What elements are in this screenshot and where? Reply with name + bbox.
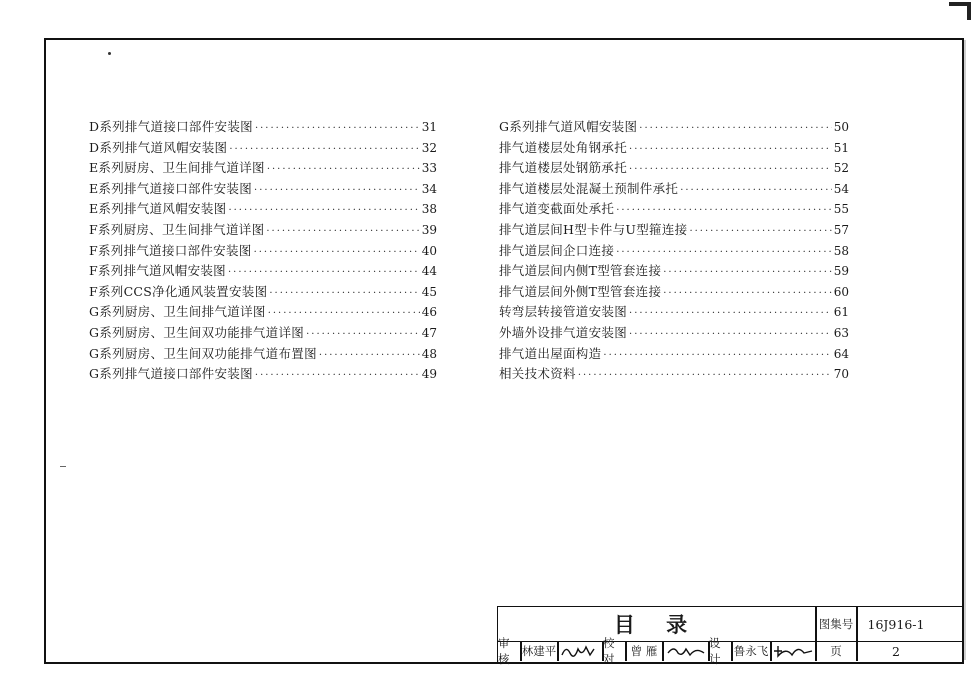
reviewer-signature [560, 643, 596, 659]
toc-entry-page: 61 [833, 305, 849, 320]
toc-entry-title: 相关技术资料 [499, 366, 576, 382]
toc-entry-page: 45 [421, 284, 437, 299]
toc-entry [499, 241, 849, 262]
dot-leader [663, 284, 831, 304]
dot-leader [306, 325, 420, 345]
dot-leader [629, 325, 832, 345]
toc-entry [89, 199, 437, 220]
toc-entry-title: G系列厨房、卫生间排气道详图 [89, 304, 266, 320]
designer-name: 鲁永飞 [733, 644, 769, 658]
atlas-number-label: 图集号 [818, 617, 854, 631]
toc-entry-page: 33 [421, 161, 437, 176]
toc-entry-page: 64 [833, 346, 849, 361]
dot-leader [578, 366, 832, 386]
design-label: 设计 [709, 636, 721, 666]
dot-leader [266, 222, 419, 242]
toc-entry-title: 排气道层间内侧T型管套连接 [499, 263, 662, 279]
toc-entry-page: 48 [421, 346, 437, 361]
toc-entry [499, 220, 849, 241]
toc-entry-page: 40 [421, 243, 437, 258]
page-number: 2 [892, 643, 900, 659]
toc-entry-title: 排气道出屋面构造 [499, 345, 602, 361]
toc-entry [89, 241, 437, 262]
speck-mark [108, 52, 111, 55]
toc-entry [89, 261, 437, 282]
dot-leader [639, 119, 831, 139]
dot-leader [663, 263, 831, 283]
toc-entry-title: G系列厨房、卫生间双功能排气道详图 [89, 324, 305, 340]
toc-entry-page: 70 [833, 367, 849, 382]
toc-entry [499, 282, 849, 303]
margin-tick [60, 466, 66, 467]
toc-entry-page: 47 [421, 325, 437, 340]
page-label: 页 [830, 644, 842, 658]
dot-leader [629, 140, 832, 160]
toc-entry [89, 364, 437, 385]
dot-leader [254, 243, 420, 263]
toc-entry-title: 排气道楼层处钢筋承托 [499, 160, 628, 176]
toc-entry-page: 32 [421, 140, 437, 155]
toc-entry [499, 344, 849, 365]
toc-entry-page: 58 [833, 243, 849, 258]
toc-entry-page: 55 [833, 202, 849, 217]
title-block-top-row [498, 607, 964, 642]
atlas-number: 16J916-1 [867, 616, 925, 632]
dot-leader [255, 366, 420, 386]
title-block-bottom-row [498, 636, 964, 666]
toc-entry [89, 138, 437, 159]
dot-leader [254, 181, 420, 201]
toc-entry-title: 排气道变截面处承托 [499, 201, 615, 217]
dot-leader [603, 346, 831, 366]
toc-entry-title: 外墙外设排气道安装图 [499, 324, 628, 340]
reviewer-name: 林建平 [521, 644, 557, 658]
review-label: 审核 [498, 636, 510, 666]
dot-leader [629, 160, 832, 180]
toc-entry [499, 158, 849, 179]
toc-entry-page: 63 [833, 325, 849, 340]
toc-entry-title: F系列CCS净化通风装置安装图 [89, 283, 268, 299]
designer-signature [772, 643, 814, 659]
toc-entry-title: D系列排气道风帽安装图 [89, 139, 228, 155]
toc-entry-title: E系列厨房、卫生间排气道详图 [89, 160, 265, 176]
toc-entry [89, 117, 437, 138]
toc-entry-title: D系列排气道接口部件安装图 [89, 119, 253, 134]
check-label: 校对 [603, 636, 615, 666]
toc-entry-page: 60 [833, 284, 849, 299]
toc-entry-page: 52 [833, 161, 849, 176]
dot-leader [267, 160, 420, 180]
dot-leader [616, 243, 832, 263]
toc-entry-title: G系列厨房、卫生间双功能排气道布置图 [89, 345, 317, 361]
dot-leader [228, 201, 419, 221]
toc-entry-page: 49 [421, 367, 437, 382]
dot-leader [269, 284, 419, 304]
dot-leader [629, 304, 832, 324]
divider [557, 641, 559, 661]
toc-entry-page: 59 [833, 264, 849, 279]
toc-entry-page: 46 [421, 305, 437, 320]
toc-entry [499, 261, 849, 282]
dot-leader [689, 222, 831, 242]
toc-entry-title: 排气道层间企口连接 [499, 242, 615, 258]
toc-entry-title: F系列厨房、卫生间排气道详图 [89, 221, 265, 237]
toc-entry-page: 34 [421, 181, 437, 196]
toc-entry-title: 排气道层间外侧T型管套连接 [499, 283, 662, 299]
dot-leader [229, 140, 419, 160]
dot-leader [255, 119, 420, 139]
toc-entry-page: 44 [421, 264, 437, 279]
title-block [497, 606, 964, 666]
dot-leader [616, 201, 832, 221]
toc-entry-title: E系列排气道风帽安装图 [89, 201, 227, 217]
toc-entry-title: G系列排气道风帽安装图 [499, 119, 638, 134]
toc-entry [89, 179, 437, 200]
toc-entry-title: F系列排气道风帽安装图 [89, 263, 226, 279]
checker-signature [666, 643, 706, 659]
toc-entry [499, 179, 849, 200]
toc-entry-title: 排气道楼层处混凝土预制件承托 [499, 180, 679, 196]
toc-entry-page: 51 [833, 140, 849, 155]
toc-entry [499, 199, 849, 220]
dot-leader [268, 304, 420, 324]
corner-tab-mark [947, 0, 973, 22]
toc-entry-page: 50 [833, 120, 849, 134]
toc-entry [499, 138, 849, 159]
toc-entry [89, 282, 437, 303]
toc-entry-title: F系列排气道接口部件安装图 [89, 242, 252, 258]
toc-entry [499, 364, 849, 385]
toc-entry [89, 302, 437, 323]
toc-entry-title: 排气道楼层处角钢承托 [499, 139, 628, 155]
toc-entry-page: 57 [833, 222, 849, 237]
toc-entry [499, 117, 849, 138]
toc-entry [499, 323, 849, 344]
dot-leader [319, 346, 420, 366]
toc-entry [89, 323, 437, 344]
toc-entry-page: 31 [421, 120, 437, 134]
dot-leader [228, 263, 420, 283]
sheet-title: 目 录 [613, 612, 700, 637]
toc-entry [499, 302, 849, 323]
toc-entry-page: 54 [833, 181, 849, 196]
toc-entry-page: 38 [421, 202, 437, 217]
checker-name: 曾 雁 [630, 644, 658, 658]
divider [662, 641, 664, 661]
toc-entry [89, 158, 437, 179]
toc-entry [89, 220, 437, 241]
toc-entry-page: 39 [421, 222, 437, 237]
page-edge-shadow [964, 40, 966, 660]
toc-entry [89, 344, 437, 365]
toc-entry-title: E系列排气道接口部件安装图 [89, 180, 253, 196]
toc-entry-title: 排气道层间H型卡件与U型箍连接 [499, 221, 688, 237]
toc-entry-title: 转弯层转接管道安装图 [499, 304, 628, 320]
toc-right-column [499, 117, 849, 385]
toc-entry-title: G系列排气道接口部件安装图 [89, 366, 253, 382]
toc-left-column [89, 117, 437, 385]
dot-leader [680, 181, 832, 201]
